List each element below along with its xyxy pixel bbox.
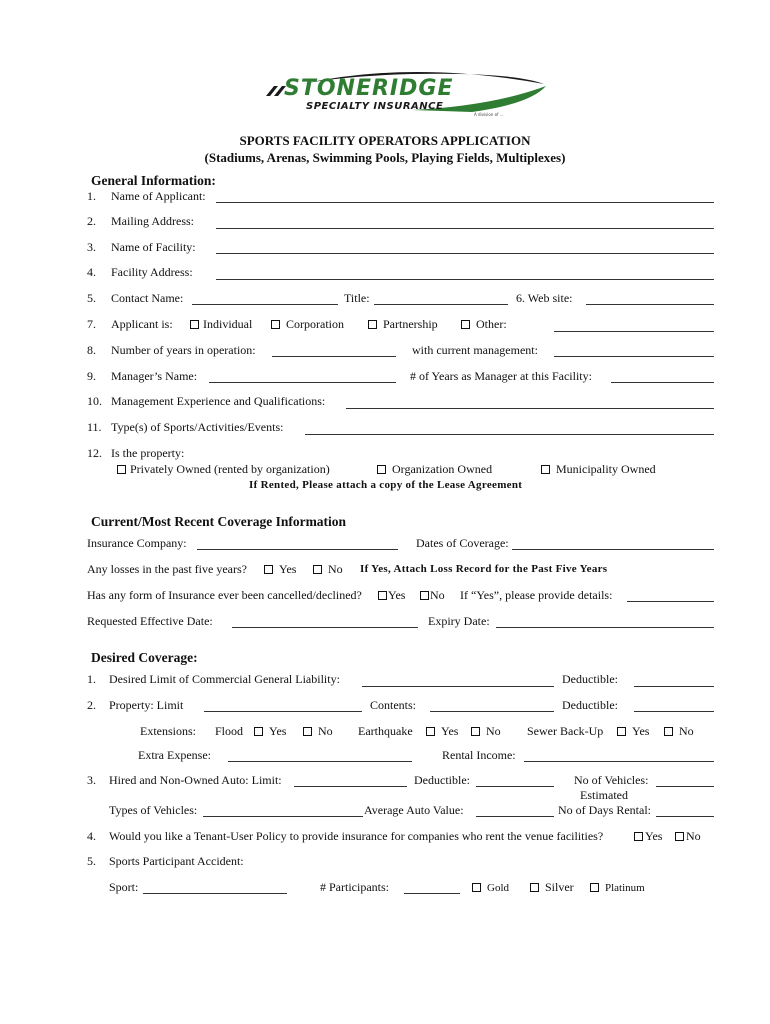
- checkbox-icon[interactable]: [472, 883, 481, 892]
- title-label: Title:: [344, 291, 370, 305]
- d2-deductible-label: Deductible:: [562, 698, 618, 712]
- gold-option[interactable]: Gold: [472, 880, 509, 895]
- vehicles-field[interactable]: [656, 786, 714, 787]
- current-management-field[interactable]: [554, 356, 714, 357]
- d4-label: Would you like a Tenant-User Policy to provide insurance for companies who rent the venue facilities?: [109, 829, 604, 843]
- facility-name-field[interactable]: [216, 253, 714, 254]
- q5-label: Contact Name:: [111, 291, 184, 305]
- cgl-limit-field[interactable]: [362, 686, 554, 687]
- rental-days-label: No of Days Rental:: [558, 803, 651, 817]
- logo-tagline: A division of ...: [474, 112, 504, 117]
- individual-option[interactable]: Individual: [190, 317, 252, 332]
- sport-field[interactable]: [143, 893, 287, 894]
- insurance-company-field[interactable]: [197, 549, 398, 550]
- title-field[interactable]: [374, 304, 508, 305]
- q9-num: 9.: [87, 369, 96, 383]
- d5-label: Sports Participant Accident:: [109, 854, 244, 868]
- extra-expense-label: Extra Expense:: [138, 748, 211, 762]
- d3-deductible-field[interactable]: [476, 786, 554, 787]
- rental-income-label: Rental Income:: [442, 748, 516, 762]
- d3-num: 3.: [87, 773, 96, 787]
- checkbox-icon[interactable]: [426, 727, 435, 736]
- organization-owned-option[interactable]: Organization Owned: [377, 462, 492, 477]
- auto-limit-field[interactable]: [294, 786, 407, 787]
- lease-note: If Rented, Please attach a copy of the Lease Agreement: [249, 479, 523, 491]
- cancelled-detail-field[interactable]: [627, 601, 714, 602]
- d1-num: 1.: [87, 672, 96, 686]
- section-coverage-heading: Current/Most Recent Coverage Information: [91, 514, 347, 529]
- estimated-label: Estimated: [580, 788, 628, 802]
- q12-label: Is the property:: [111, 446, 185, 460]
- d1-label: Desired Limit of Commercial General Liability:: [109, 672, 340, 686]
- logo: [262, 66, 552, 118]
- q1-num: 1.: [87, 189, 96, 203]
- checkbox-icon[interactable]: [420, 591, 429, 600]
- flood-no[interactable]: No: [303, 724, 333, 739]
- vehicle-types-field[interactable]: [203, 816, 363, 817]
- checkbox-icon[interactable]: [377, 465, 386, 474]
- mailing-address-field[interactable]: [216, 228, 714, 229]
- section-general-heading: General Information:: [91, 173, 216, 188]
- section-desired-heading: Desired Coverage:: [91, 650, 198, 665]
- checkbox-icon[interactable]: [117, 465, 126, 474]
- municipality-owned-option[interactable]: Municipality Owned: [541, 462, 656, 477]
- losses-no[interactable]: No: [313, 562, 343, 577]
- vehicles-label: No of Vehicles:: [574, 773, 649, 787]
- checkbox-icon[interactable]: [313, 565, 322, 574]
- avg-value-field[interactable]: [476, 816, 554, 817]
- q3-num: 3.: [87, 240, 96, 254]
- dates-coverage-field[interactable]: [512, 549, 714, 550]
- q4-num: 4.: [87, 265, 96, 279]
- losses-yes[interactable]: Yes: [264, 562, 296, 577]
- q8-num: 8.: [87, 343, 96, 357]
- d2-deductible-field[interactable]: [634, 711, 714, 712]
- q7-num: 7.: [87, 317, 96, 331]
- checkbox-icon[interactable]: [190, 320, 199, 329]
- years-operation-field[interactable]: [272, 356, 396, 357]
- effective-date-field[interactable]: [232, 627, 418, 628]
- participants-field[interactable]: [404, 893, 460, 894]
- contents-field[interactable]: [430, 711, 554, 712]
- d1-deductible-field[interactable]: [634, 686, 714, 687]
- effective-date-label: Requested Effective Date:: [87, 614, 213, 628]
- corporation-option[interactable]: Corporation: [271, 317, 344, 332]
- vehicle-types-label: Types of Vehicles:: [109, 803, 198, 817]
- d4-num: 4.: [87, 829, 96, 843]
- q5-num: 5.: [87, 291, 96, 305]
- checkbox-icon[interactable]: [461, 320, 470, 329]
- q12-num: 12.: [87, 446, 102, 460]
- extra-expense-field[interactable]: [228, 761, 412, 762]
- contact-name-field[interactable]: [192, 304, 338, 305]
- checkbox-icon[interactable]: [617, 727, 626, 736]
- sewer-yes[interactable]: Yes: [617, 724, 649, 739]
- website-field[interactable]: [586, 304, 714, 305]
- q10-num: 10.: [87, 394, 102, 408]
- checkbox-icon[interactable]: [471, 727, 480, 736]
- d2-num: 2.: [87, 698, 96, 712]
- q3-label: Name of Facility:: [111, 240, 196, 254]
- sewer-no[interactable]: No: [664, 724, 694, 739]
- checkbox-icon[interactable]: [664, 727, 673, 736]
- q4-label: Facility Address:: [111, 265, 193, 279]
- sport-label: Sport:: [109, 880, 139, 894]
- losses-label: Any losses in the past five years?: [87, 562, 247, 576]
- checkbox-icon[interactable]: [303, 727, 312, 736]
- q8-label: Number of years in operation:: [111, 343, 256, 357]
- sports-types-field[interactable]: [305, 434, 714, 435]
- other-option[interactable]: Other:: [461, 317, 507, 332]
- checkbox-icon[interactable]: [675, 832, 684, 841]
- avg-value-label: Average Auto Value:: [364, 803, 464, 817]
- applicant-name-field[interactable]: [216, 202, 714, 203]
- rental-income-field[interactable]: [524, 761, 714, 762]
- q7-label: Applicant is:: [111, 317, 173, 331]
- earthquake-label: Earthquake: [358, 724, 413, 738]
- d5-num: 5.: [87, 854, 96, 868]
- cancelled-yes[interactable]: Yes: [378, 588, 405, 603]
- property-limit-field[interactable]: [204, 711, 362, 712]
- checkbox-icon[interactable]: [634, 832, 643, 841]
- checkbox-icon[interactable]: [541, 465, 550, 474]
- checkbox-icon[interactable]: [378, 591, 387, 600]
- sewer-label: Sewer Back-Up: [527, 724, 604, 738]
- privately-owned-option[interactable]: Privately Owned (rented by organization): [117, 462, 330, 477]
- losses-note: If Yes, Attach Loss Record for the Past Five Years: [360, 563, 608, 575]
- d2-label: Property: Limit: [109, 698, 184, 712]
- management-experience-field[interactable]: [346, 408, 714, 409]
- dates-coverage-label: Dates of Coverage:: [416, 536, 509, 550]
- checkbox-icon[interactable]: [254, 727, 263, 736]
- q10-label: Management Experience and Qualifications:: [111, 394, 326, 408]
- website-label: 6. Web site:: [516, 291, 573, 305]
- cancelled-label: Has any form of Insurance ever been cancelled/declined?: [87, 588, 362, 602]
- expiry-date-field[interactable]: [496, 627, 714, 628]
- flood-label: Flood: [215, 724, 244, 738]
- q1-label: Name of Applicant:: [111, 189, 206, 203]
- page-title: SPORTS FACILITY OPERATORS APPLICATION: [239, 133, 531, 148]
- q9-label: Manager’s Name:: [111, 369, 198, 383]
- checkbox-icon[interactable]: [590, 883, 599, 892]
- platinum-option[interactable]: Platinum: [590, 880, 645, 895]
- cancelled-no[interactable]: No: [420, 588, 445, 603]
- silver-option[interactable]: Silver: [530, 880, 574, 895]
- d3-deductible-label: Deductible:: [414, 773, 470, 787]
- q2-num: 2.: [87, 214, 96, 228]
- logo-subtitle: SPECIALTY INSURANCE: [306, 101, 444, 112]
- other-field[interactable]: [554, 331, 714, 332]
- expiry-date-label: Expiry Date:: [428, 614, 490, 628]
- flood-yes[interactable]: Yes: [254, 724, 286, 739]
- cancelled-detail-label: If “Yes”, please provide details:: [460, 588, 613, 602]
- extensions-label: Extensions:: [140, 724, 196, 738]
- participants-label: # Participants:: [320, 880, 389, 894]
- earthquake-no[interactable]: No: [471, 724, 501, 739]
- insurance-company-label: Insurance Company:: [87, 536, 187, 550]
- q11-num: 11.: [87, 420, 102, 434]
- page-subtitle: (Stadiums, Arenas, Swimming Pools, Playing Fields, Multiplexes): [204, 150, 566, 165]
- d3-label: Hired and Non-Owned Auto: Limit:: [109, 773, 282, 787]
- logo-brand: STONERIDGE: [284, 76, 454, 101]
- earthquake-yes[interactable]: Yes: [426, 724, 458, 739]
- checkbox-icon[interactable]: [264, 565, 273, 574]
- checkbox-icon[interactable]: [271, 320, 280, 329]
- manager-name-field[interactable]: [209, 382, 396, 383]
- checkbox-icon[interactable]: [530, 883, 539, 892]
- tenant-no[interactable]: No: [675, 829, 701, 844]
- facility-address-field[interactable]: [216, 279, 714, 280]
- tenant-yes[interactable]: Yes: [634, 829, 662, 844]
- years-manager-label: # of Years as Manager at this Facility:: [410, 369, 592, 383]
- d1-deductible-label: Deductible:: [562, 672, 618, 686]
- q11-label: Type(s) of Sports/Activities/Events:: [111, 420, 284, 434]
- current-management-label: with current management:: [412, 343, 538, 357]
- rental-days-field[interactable]: [656, 816, 714, 817]
- years-manager-field[interactable]: [611, 382, 714, 383]
- checkbox-icon[interactable]: [368, 320, 377, 329]
- partnership-option[interactable]: Partnership: [368, 317, 438, 332]
- q2-label: Mailing Address:: [111, 214, 194, 228]
- contents-label: Contents:: [370, 698, 417, 712]
